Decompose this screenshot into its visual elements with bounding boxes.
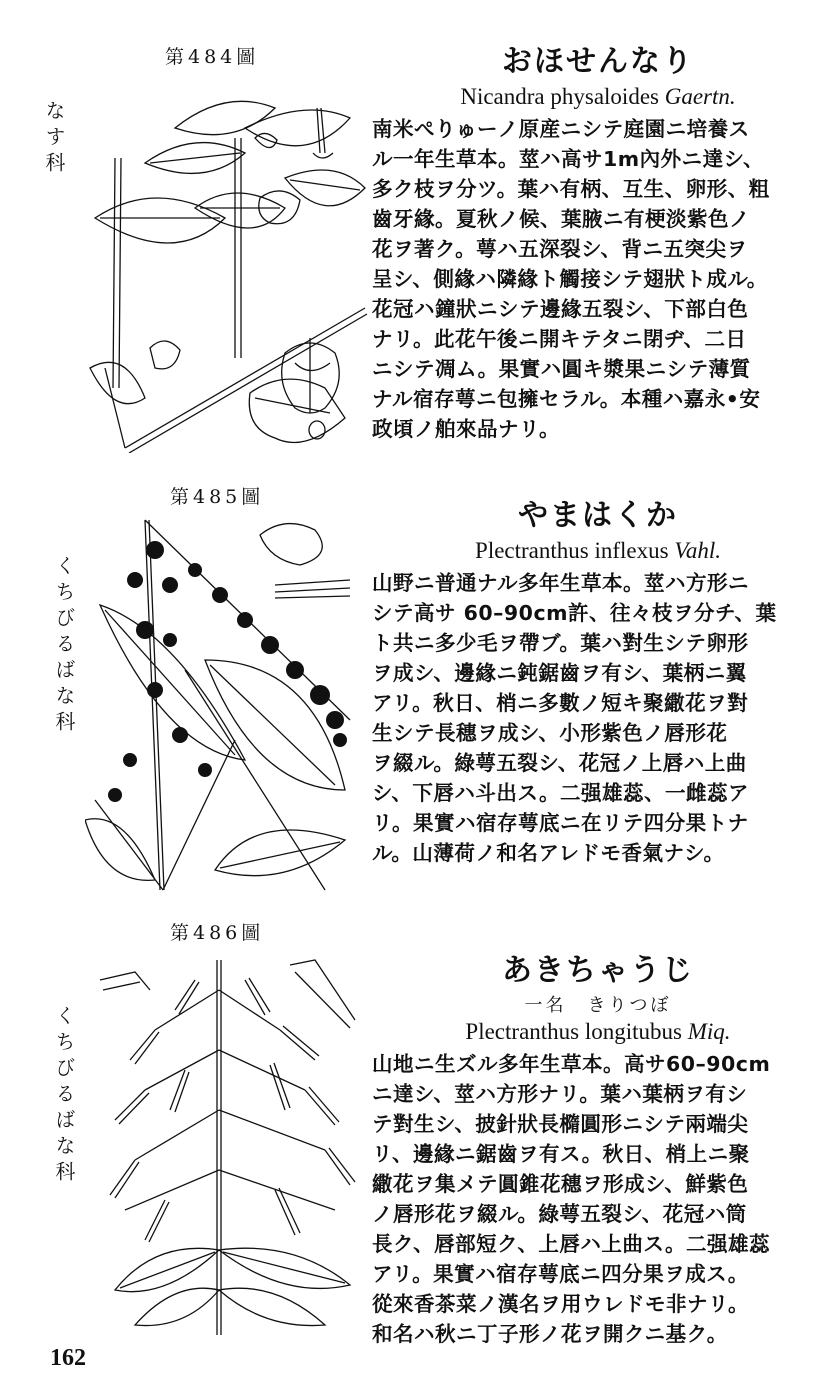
family-label-kuchibirubana: くちびるばな科: [52, 555, 76, 737]
scientific-name-authority: Gaertn.: [664, 84, 736, 109]
illustration-plectranthus-inflexus: [85, 510, 370, 900]
figure-label-485: 第485圖: [170, 486, 265, 508]
scientific-name: [372, 538, 824, 564]
description-line: ル。山薄荷ノ和名アレドモ香氣ナシ。: [372, 841, 725, 865]
description-line: 齒牙緣。夏秋ノ候、葉腋ニ有梗淡紫色ノ: [372, 207, 750, 231]
description-line: ト共ニ多少毛ヲ帶ブ。葉ハ對生シテ卵形: [372, 631, 749, 655]
family-label-kuchibirubana: くちびるばな科: [52, 1005, 76, 1187]
description-line: リ。果實ハ宿存萼底ニ在リテ四分果トナ: [372, 811, 749, 835]
illustration-nicandra-physaloides: [85, 68, 370, 453]
scientific-name-authority: Miq.: [687, 1019, 731, 1044]
description-line: ル一年生草本。莖ハ高サ1m內外ニ達シ、: [372, 147, 764, 171]
description-line: ヲ成シ、邊緣ニ鈍鋸齒ヲ有シ、葉柄ニ翼: [372, 661, 747, 685]
alternate-name: 一名 きりつぼ: [524, 995, 672, 1016]
page-number: 162: [50, 1345, 86, 1371]
japanese-name: やまはくか: [518, 498, 678, 533]
description-line: シ、下唇ハ斗出ス。二强雄蕊、一雌蕊ア: [372, 781, 749, 805]
description-line: 繖花ヲ集メテ圓錐花穗ヲ形成シ、鮮紫色: [372, 1172, 749, 1196]
entry-484: [372, 36, 824, 444]
japanese-name: おほせんなり: [502, 44, 694, 79]
description-line: ニシテ凋ム。果實ハ圓キ漿果ニシテ薄質: [372, 357, 751, 381]
illustration-plectranthus-longitubus: [95, 950, 370, 1345]
description-line: 花冠ハ鐘狀ニシテ邊緣五裂シ、下部白色: [372, 297, 749, 321]
description-line: 和名ハ秋ニ丁子形ノ花ヲ開クニ基ク。: [372, 1322, 728, 1346]
description-line: リ、邊緣ニ鋸齒ヲ有ス。秋日、梢上ニ聚: [372, 1142, 750, 1166]
japanese-name: あきちゃうじ: [502, 953, 694, 988]
description-line: シテ高サ 60–90cm許、往々枝ヲ分チ、葉: [372, 601, 777, 625]
family-label-nasu: なす科: [42, 100, 66, 178]
description-text: [372, 114, 824, 444]
entry-485: [372, 490, 824, 868]
scientific-name-binomial: Nicandra physaloides: [460, 84, 659, 109]
description-line: 生シテ長穗ヲ成シ、小形紫色ノ唇形花: [372, 721, 728, 745]
description-line: 政頃ノ舶來品ナリ。: [372, 417, 560, 441]
figure-label-484: 第484圖: [165, 46, 260, 68]
scientific-name-binomial: Plectranthus inflexus: [475, 538, 669, 563]
description-line: 花ヲ著ク。萼ハ五深裂シ、背ニ五突尖ヲ: [372, 237, 748, 261]
description-line: 多ク枝ヲ分ツ。葉ハ有柄、互生、卵形、粗: [372, 177, 770, 201]
entry-486: [372, 945, 824, 1349]
description-text: [372, 568, 824, 868]
description-line: 山野ニ普通ナル多年生草本。莖ハ方形ニ: [372, 571, 749, 595]
description-line: アリ。果實ハ宿存萼底ニ四分果ヲ成ス。: [372, 1262, 749, 1286]
description-line: ナル宿存萼ニ包擁セラル。本種ハ嘉永•安: [372, 387, 761, 411]
description-line: アリ。秋日、梢ニ多數ノ短キ聚繖花ヲ對: [372, 691, 749, 715]
description-line: 南米ぺりゅーノ原産ニシテ庭園ニ培養ス: [372, 117, 750, 141]
scientific-name-binomial: Plectranthus longitubus: [465, 1019, 682, 1044]
scientific-name: [372, 84, 824, 110]
figure-label-486: 第486圖: [170, 922, 265, 944]
description-line: テ對生シ、披針狀長橢圓形ニシテ兩端尖: [372, 1112, 749, 1136]
description-line: ヲ綴ル。綠萼五裂シ、花冠ノ上唇ハ上曲: [372, 751, 747, 775]
description-line: 山地ニ生ズル多年生草本。高サ60–90cm: [372, 1052, 771, 1076]
description-text: [372, 1049, 824, 1349]
scientific-name: [372, 1019, 824, 1045]
description-line: 從來香茶菜ノ漢名ヲ用ウレドモ非ナリ。: [372, 1292, 749, 1316]
scientific-name-authority: Vahl.: [674, 538, 721, 563]
description-line: ナリ。此花午後ニ開キテタニ閉ヂ、二日: [372, 327, 747, 351]
description-line: 呈シ、側緣ハ隣緣ト觸接シテ翅狀ト成ル。: [372, 267, 768, 291]
description-line: ニ達シ、莖ハ方形ナリ。葉ハ葉柄ヲ有シ: [372, 1082, 748, 1106]
description-line: ノ唇形花ヲ綴ル。綠萼五裂シ、花冠ハ筒: [372, 1202, 747, 1226]
description-line: 長ク、唇部短ク、上唇ハ上曲ス。二强雄蕊: [372, 1232, 770, 1256]
